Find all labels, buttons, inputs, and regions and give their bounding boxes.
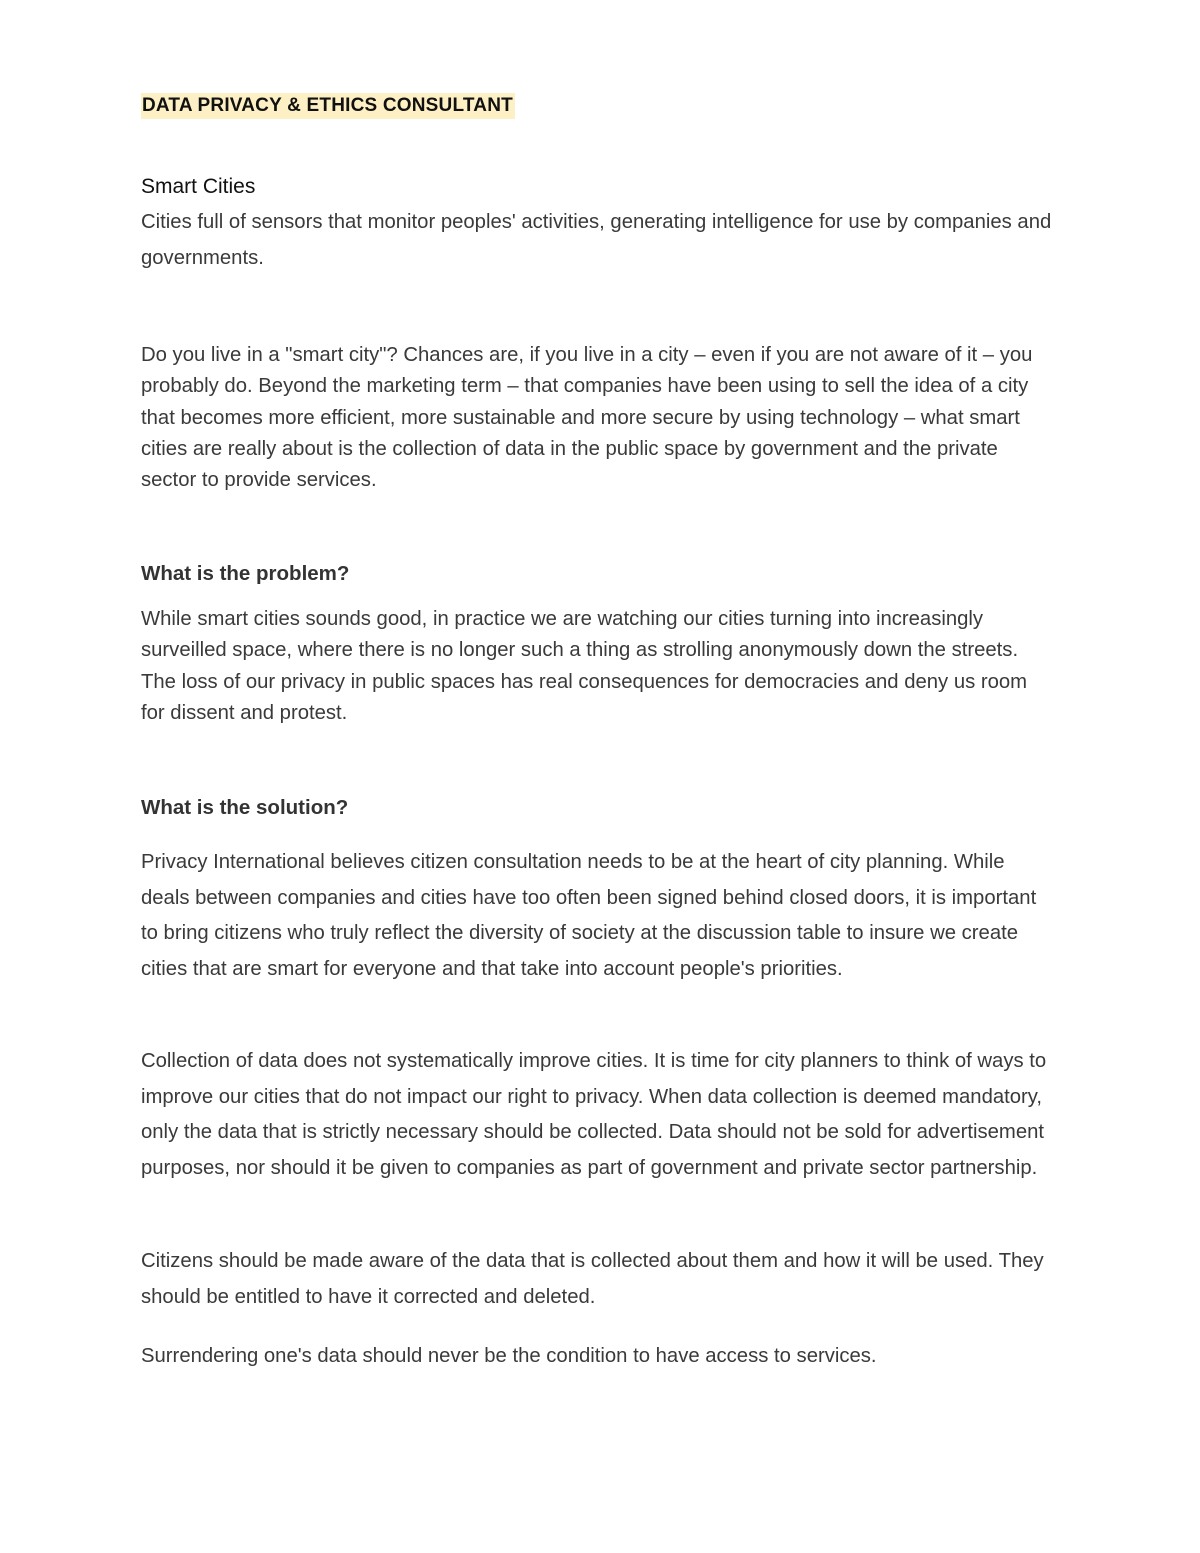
section-subtitle: Smart Cities [141,175,256,198]
document-title: DATA PRIVACY & ETHICS CONSULTANT [141,93,515,119]
solution-paragraph-2: Collection of data does not systematically improve cities. It is time for city planners to think of ways to improve our cities that do not impact our right to privacy. When data collection is deemed mandatory, only the data that is strictly necessary should be collected. Data should not be sold for advertisement purposes, nor should it be given to companies as part of government and private sector partnership. [141,1050,1047,1179]
solution-heading: What is the solution? [141,796,349,819]
solution-paragraph-4: Surrendering one's data should never be the condition to have access to services. [141,1345,877,1367]
solution-paragraph-3: Citizens should be made aware of the data that is collected about them and how it will be used. They should be entitled to have it corrected and deleted. [141,1250,1044,1308]
solution-paragraph-1: Privacy International believes citizen consultation needs to be at the heart of city planning. While deals between companies and cities have too often been signed behind closed doors, it is important to bring citizens who truly reflect the diversity of society at the discussion table to insure we create cities that are smart for everyone and that take into account people's priorities. [141,851,1037,980]
tagline-paragraph: Cities full of sensors that monitor peoples' activities, generating intelligence for use by companies and governments. [141,211,1052,269]
problem-paragraph: While smart cities sounds good, in practice we are watching our cities turning into increasingly surveilled space, where there is no longer such a thing as strolling anonymously down the streets. The loss of our privacy in public spaces has real consequences for democracies and deny us room for dissent and protest. [141,608,1028,724]
problem-heading: What is the problem? [141,562,350,585]
intro-paragraph: Do you live in a "smart city"? Chances are, if you live in a city – even if you are not aware of it – you probably do. Beyond the marketing term – that companies have been using to sell the idea of a city that becomes more efficient, more sustainable and more secure by using technology – what smart cities are really about is the collection of data in the public space by government and the private sector to provide services. [141,344,1033,492]
